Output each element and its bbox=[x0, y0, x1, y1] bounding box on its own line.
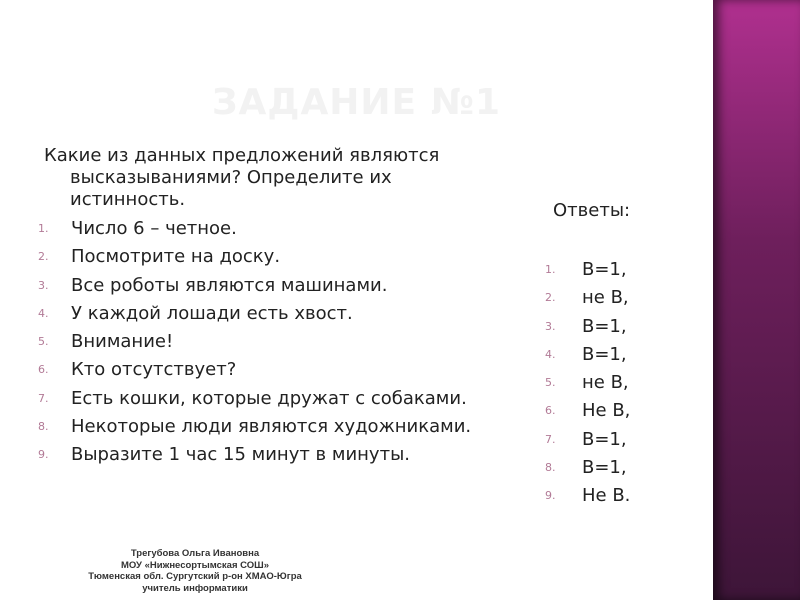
answer-text: В=1, bbox=[582, 457, 627, 479]
answers-heading: Ответы: bbox=[553, 200, 631, 221]
author-school: МОУ «Нижнесортымская СОШ» bbox=[120, 559, 269, 571]
answer-text: Не В, bbox=[582, 400, 631, 422]
author-position: учитель информатики bbox=[142, 582, 248, 594]
author-footer bbox=[40, 548, 350, 594]
answer-text: В=1, bbox=[582, 259, 627, 280]
item-text: Посмотрите на доску. bbox=[71, 246, 281, 268]
answer-text: Не В. bbox=[582, 485, 631, 507]
item-text: Кто отсутствует? bbox=[71, 359, 237, 381]
answer-number: 5. bbox=[545, 376, 556, 390]
answer-number: 3. bbox=[545, 319, 556, 333]
author-region: Тюменская обл. Сургутский р-он ХМАО-Югра bbox=[88, 571, 302, 582]
item-number: 4. bbox=[38, 306, 49, 320]
answer-number: 8. bbox=[545, 461, 556, 475]
item-text: Есть кошки, которые дружат с собаками. bbox=[71, 387, 467, 409]
answer-number: 9. bbox=[545, 489, 556, 503]
item-number: 5. bbox=[38, 335, 49, 349]
answer-text: В=1, bbox=[582, 428, 627, 450]
answer-number: 1. bbox=[545, 263, 556, 276]
item-number: 3. bbox=[38, 278, 49, 292]
item-text: Число 6 – четное. bbox=[71, 218, 237, 239]
answer-text: В=1, bbox=[582, 343, 627, 365]
answer-number: 4. bbox=[545, 347, 556, 361]
item-number: 9. bbox=[38, 448, 49, 462]
item-number: 2. bbox=[38, 250, 49, 264]
item-text: Внимание! bbox=[71, 331, 174, 353]
question-line: высказываниями? Определите их bbox=[70, 167, 392, 188]
question-text bbox=[44, 145, 514, 211]
item-number: 7. bbox=[38, 391, 49, 405]
item-number: 8. bbox=[38, 420, 49, 434]
answer-number: 2. bbox=[545, 291, 556, 305]
answer-text: не В, bbox=[582, 372, 629, 394]
item-number: 1. bbox=[38, 222, 49, 235]
answer-text: не В, bbox=[582, 287, 629, 309]
answer-text: В=1, bbox=[582, 315, 627, 337]
answer-number: 6. bbox=[545, 404, 556, 418]
question-line: истинность. bbox=[70, 189, 186, 210]
item-text: Некоторые люди являются художниками. bbox=[71, 416, 472, 438]
slide-title: ЗАДАНИЕ №1 bbox=[211, 82, 502, 123]
item-text: Все роботы являются машинами. bbox=[71, 274, 388, 296]
item-number: 6. bbox=[38, 363, 49, 377]
item-text: У каждой лошади есть хвост. bbox=[71, 302, 353, 324]
question-line: Какие из данных предложений являются bbox=[44, 145, 440, 166]
author-name: Трегубова Ольга Ивановна bbox=[130, 548, 260, 559]
item-text: Выразите 1 час 15 минут в минуты. bbox=[71, 444, 411, 466]
answer-number: 7. bbox=[545, 432, 556, 446]
decorative-sidebar bbox=[713, 0, 800, 600]
